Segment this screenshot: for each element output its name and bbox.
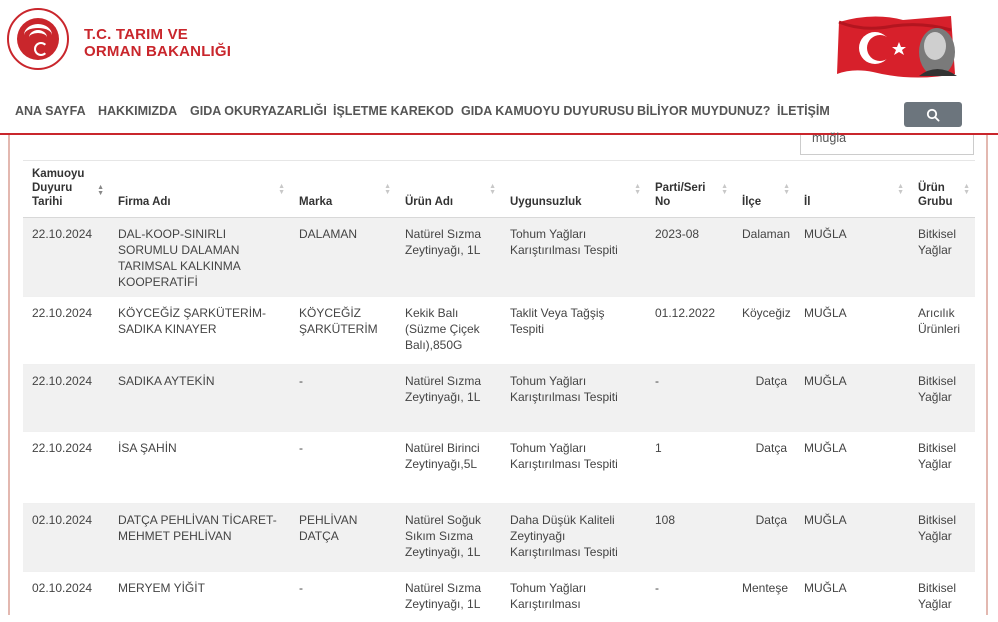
site-header [0, 0, 998, 92]
ministry-logo-icon[interactable] [7, 8, 69, 70]
cell-date: 22.10.2024 [23, 297, 109, 365]
main-nav [0, 96, 998, 132]
col-header-marka[interactable] [290, 161, 396, 218]
table-row[interactable] [23, 504, 975, 572]
sort-icon: ▲ ▼ [721, 183, 728, 196]
cell-marka: - [290, 572, 396, 622]
col-header-urun-label: Ürün Adı [405, 196, 454, 208]
cell-parti: 2023-08 [646, 218, 733, 297]
table-header-row [23, 161, 975, 218]
sort-icon: ▲ ▼ [897, 183, 904, 196]
cell-marka: DALAMAN [290, 218, 396, 297]
table-filter-value: muğla [812, 131, 847, 145]
cell-parti: 108 [646, 504, 733, 572]
col-header-date[interactable] [23, 161, 109, 218]
nav-item-gida-okuryazarligi[interactable]: GIDA OKURYAZARLIĞI [190, 104, 327, 118]
search-button[interactable] [904, 102, 962, 127]
cell-firma: SADIKA AYTEKİN [109, 365, 290, 432]
table-row[interactable] [23, 297, 975, 365]
table-row[interactable] [23, 365, 975, 432]
cell-parti: 01.12.2022 [646, 297, 733, 365]
col-header-il[interactable] [795, 161, 909, 218]
col-header-uygunsuzluk-label: Uygunsuzluk [510, 196, 582, 208]
cell-marka: - [290, 365, 396, 432]
cell-urun: Kekik Balı (Süzme Çiçek Balı),850G [396, 297, 501, 365]
cell-grup: Bitkisel Yağlar [909, 504, 975, 572]
col-header-firma[interactable] [109, 161, 290, 218]
ministry-name[interactable] [84, 26, 231, 60]
nav-item-ana-sayfa[interactable]: ANA SAYFA [15, 104, 86, 118]
col-header-date-line2: Duyuru [32, 182, 73, 194]
nav-item-gida-kamuoyu-duyurusu[interactable]: GIDA KAMUOYU DUYURUSU [461, 104, 635, 118]
brand-line-1: T.C. TARIM VE [84, 26, 188, 43]
nav-item-hakkimizda[interactable]: HAKKIMIZDA [98, 104, 178, 118]
turkish-flag-icon [833, 12, 961, 80]
cell-urun: Natürel Sızma Zeytinyağı, 1L [396, 218, 501, 297]
col-header-parti-line2: No [655, 196, 671, 208]
cell-il: MUĞLA [795, 432, 909, 504]
sort-icon: ▲ ▼ [278, 183, 285, 196]
cell-ilce: Datça [733, 432, 795, 504]
cell-urun: Natürel Sızma Zeytinyağı, 1L [396, 365, 501, 432]
sort-icon: ▲ ▼ [963, 183, 970, 196]
col-header-urun[interactable] [396, 161, 501, 218]
cell-urun: Natürel Soğuk Sıkım Sızma Zeytinyağı, 1L [396, 504, 501, 572]
cell-grup: Bitkisel Yağlar [909, 572, 975, 622]
cell-il: MUĞLA [795, 365, 909, 432]
cell-il: MUĞLA [795, 504, 909, 572]
sort-icon: ▲ ▼ [783, 183, 790, 196]
cell-date: 22.10.2024 [23, 432, 109, 504]
cell-uygunsuzluk: Taklit Veya Tağşiş Tespiti [501, 297, 646, 365]
col-header-grup-line2: Grubu [918, 196, 953, 208]
cell-uygunsuzluk: Tohum Yağları Karıştırılması [501, 572, 646, 622]
cell-marka: PEHLİVAN DATÇA [290, 504, 396, 572]
nav-item-iletisim[interactable]: İLETİŞİM [777, 104, 830, 118]
cell-il: MUĞLA [795, 218, 909, 297]
cell-firma: DAL-KOOP-SINIRLI SORUMLU DALAMAN TARIMSAL KALKINMA KOOPERATİFİ [109, 218, 290, 297]
cell-grup: Bitkisel Yağlar [909, 218, 975, 297]
col-header-ilce-label: İlçe [742, 196, 762, 208]
cell-parti: 1 [646, 432, 733, 504]
cell-ilce: Menteşe [733, 572, 795, 622]
cell-ilce: Köyceğiz [733, 297, 795, 365]
cell-urun: Natürel Birinci Zeytinyağı,5L [396, 432, 501, 504]
col-header-marka-label: Marka [299, 196, 333, 208]
col-header-grup-line1: Ürün [918, 182, 945, 194]
cell-firma: İSA ŞAHİN [109, 432, 290, 504]
sort-icon: ▲ ▼ [384, 183, 391, 196]
cell-date: 22.10.2024 [23, 365, 109, 432]
cell-parti: - [646, 365, 733, 432]
cell-grup: Bitkisel Yağlar [909, 365, 975, 432]
col-header-ilce[interactable] [733, 161, 795, 218]
col-header-grup[interactable] [909, 161, 975, 218]
cell-uygunsuzluk: Tohum Yağları Karıştırılması Tespiti [501, 365, 646, 432]
cell-marka: KÖYCEĞİZ ŞARKÜTERİM [290, 297, 396, 365]
table-filter-input[interactable] [800, 131, 974, 155]
sort-desc-icon: ▲ ▼ [97, 184, 104, 197]
cell-uygunsuzluk: Daha Düşük Kaliteli Zeytinyağı Karıştırılması Tespiti [501, 504, 646, 572]
cell-grup: Bitkisel Yağlar [909, 432, 975, 504]
cell-firma: MERYEM YİĞİT [109, 572, 290, 622]
table-row[interactable] [23, 572, 975, 622]
col-header-parti-line1: Parti/Seri [655, 182, 706, 194]
col-header-uygunsuzluk[interactable] [501, 161, 646, 218]
cell-marka: - [290, 432, 396, 504]
sort-icon: ▲ ▼ [489, 183, 496, 196]
nav-item-biliyor-muydunuz[interactable]: BİLİYOR MUYDUNUZ? [637, 104, 771, 118]
nav-item-isletme-karekod[interactable]: İŞLETME KAREKOD [333, 104, 454, 118]
col-header-firma-label: Firma Adı [118, 196, 171, 208]
cell-il: MUĞLA [795, 297, 909, 365]
table-row[interactable] [23, 218, 975, 297]
col-header-date-line3: Tarihi [32, 196, 63, 208]
cell-ilce: Datça [733, 504, 795, 572]
search-icon [926, 108, 940, 122]
cell-uygunsuzluk: Tohum Yağları Karıştırılması Tespiti [501, 432, 646, 504]
cell-il: MUĞLA [795, 572, 909, 622]
col-header-date-line1: Kamuoyu [32, 168, 85, 180]
col-header-il-label: İl [804, 196, 811, 208]
cell-ilce: Dalaman [733, 218, 795, 297]
cell-date: 02.10.2024 [23, 572, 109, 622]
sort-icon: ▲ ▼ [634, 183, 641, 196]
cell-urun: Natürel Sızma Zeytinyağı, 1L [396, 572, 501, 622]
cell-firma: DATÇA PEHLİVAN TİCARET-MEHMET PEHLİVAN [109, 504, 290, 572]
col-header-parti[interactable] [646, 161, 733, 218]
cell-date: 02.10.2024 [23, 504, 109, 572]
cell-grup: Arıcılık Ürünleri [909, 297, 975, 365]
cell-uygunsuzluk: Tohum Yağları Karıştırılması Tespiti [501, 218, 646, 297]
cell-date: 22.10.2024 [23, 218, 109, 297]
cell-ilce: Datça [733, 365, 795, 432]
brand-line-2: ORMAN BAKANLIĞI [84, 43, 232, 60]
announcements-table [23, 160, 975, 622]
cell-firma: KÖYCEĞİZ ŞARKÜTERİM-SADIKA KINAYER [109, 297, 290, 365]
table-row[interactable] [23, 432, 975, 504]
cell-parti: - [646, 572, 733, 622]
